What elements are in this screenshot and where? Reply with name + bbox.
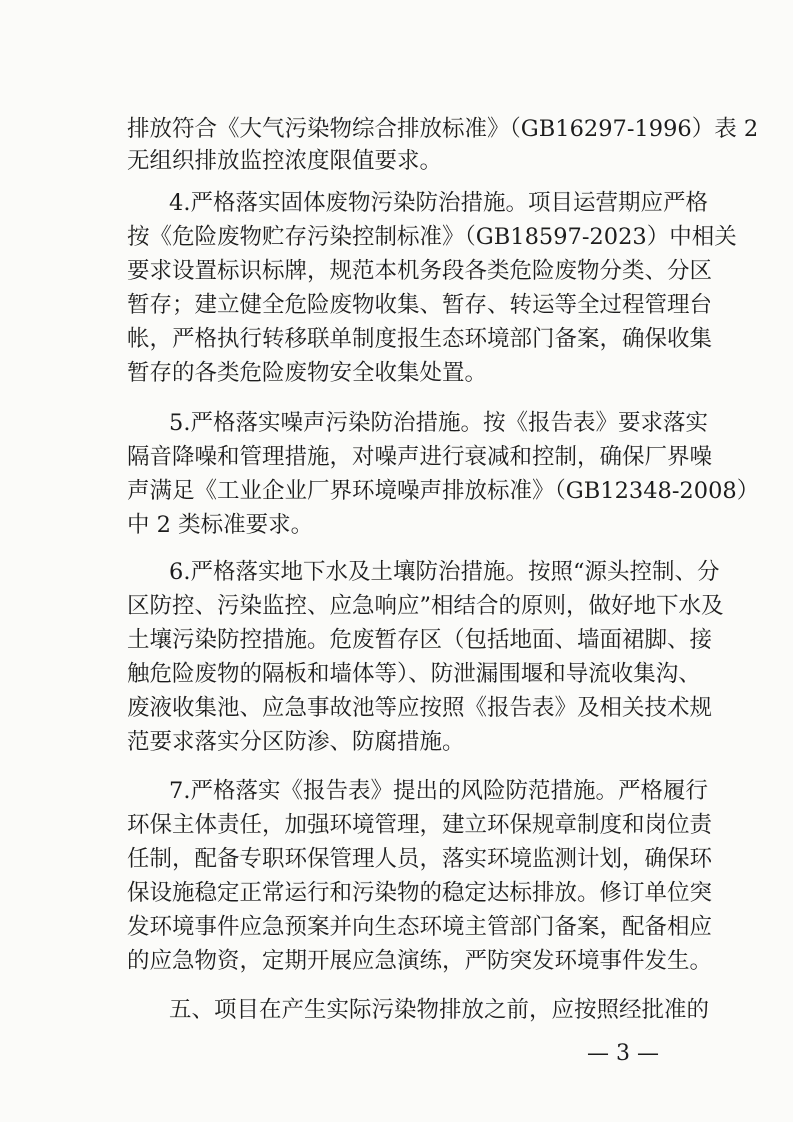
body-text-line: 隔音降噪和管理措施，对噪声进行衰减和控制，确保厂界噪 — [127, 444, 713, 470]
body-text-line: 触危险废物的隔板和墙体等）、防泄漏围堰和导流收集沟、 — [127, 661, 701, 687]
body-text-line: 的应急物资，定期开展应急演练，严防突发环境事件发生。 — [127, 948, 713, 974]
body-text-line: 范要求落实分区防渗、防腐措施。 — [127, 729, 465, 755]
body-text-line: 暂存的各类危险废物安全收集处置。 — [127, 360, 488, 386]
paragraph-6-first-line: 6.严格落实地下水及土壤防治措施。按照“源头控制、分 — [169, 559, 720, 585]
paragraph-4-first-line: 4.严格落实固体废物污染防治措施。项目运营期应严格 — [169, 190, 708, 216]
body-text-line: 无组织排放监控浓度限值要求。 — [127, 148, 443, 174]
body-text-line: 保设施稳定正常运行和污染物的稳定达标排放。修订单位突 — [127, 880, 713, 906]
body-text-line: 环保主体责任，加强环境管理，建立环保规章制度和岗位责 — [127, 812, 713, 838]
body-text-line: 发环境事件应急预案并向生态环境主管部门备案，配备相应 — [127, 914, 713, 940]
paragraph-5-first-line: 5.严格落实噪声污染防治措施。按《报告表》要求落实 — [169, 410, 708, 436]
body-text-line: 土壤污染防控措施。危废暂存区（包括地面、墙面裙脚、接 — [127, 627, 713, 653]
body-text-line: 要求设置标识标牌，规范本机务段各类危险废物分类、分区 — [127, 258, 713, 284]
body-text-line: 中 2 类标准要求。 — [127, 512, 314, 538]
body-text-line: 按《危险废物贮存污染控制标准》（GB18597-2023）中相关 — [127, 224, 737, 250]
body-text-line: 声满足《工业企业厂界环境噪声排放标准》（GB12348-2008） — [127, 478, 760, 504]
page-number: — 3 — — [587, 1041, 659, 1066]
paragraph-7-first-line: 7.严格落实《报告表》提出的风险防范措施。严格履行 — [169, 778, 708, 804]
body-text-line: 任制，配备专职环保管理人员，落实环境监测计划，确保环 — [127, 846, 713, 872]
section-five-first-line: 五、项目在产生实际污染物排放之前，应按照经批准的 — [169, 997, 710, 1023]
body-text-line: 区防控、污染监控、应急响应”相结合的原则，做好地下水及 — [127, 593, 724, 619]
body-text-line: 暂存；建立健全危险废物收集、暂存、转运等全过程管理台 — [127, 292, 713, 318]
body-text-line: 排放符合《大气污染物综合排放标准》（GB16297-1996）表 2 — [127, 116, 759, 142]
body-text-line: 废液收集池、应急事故池等应按照《报告表》及相关技术规 — [127, 695, 713, 721]
body-text-line: 帐，严格执行转移联单制度报生态环境部门备案，确保收集 — [127, 326, 713, 352]
